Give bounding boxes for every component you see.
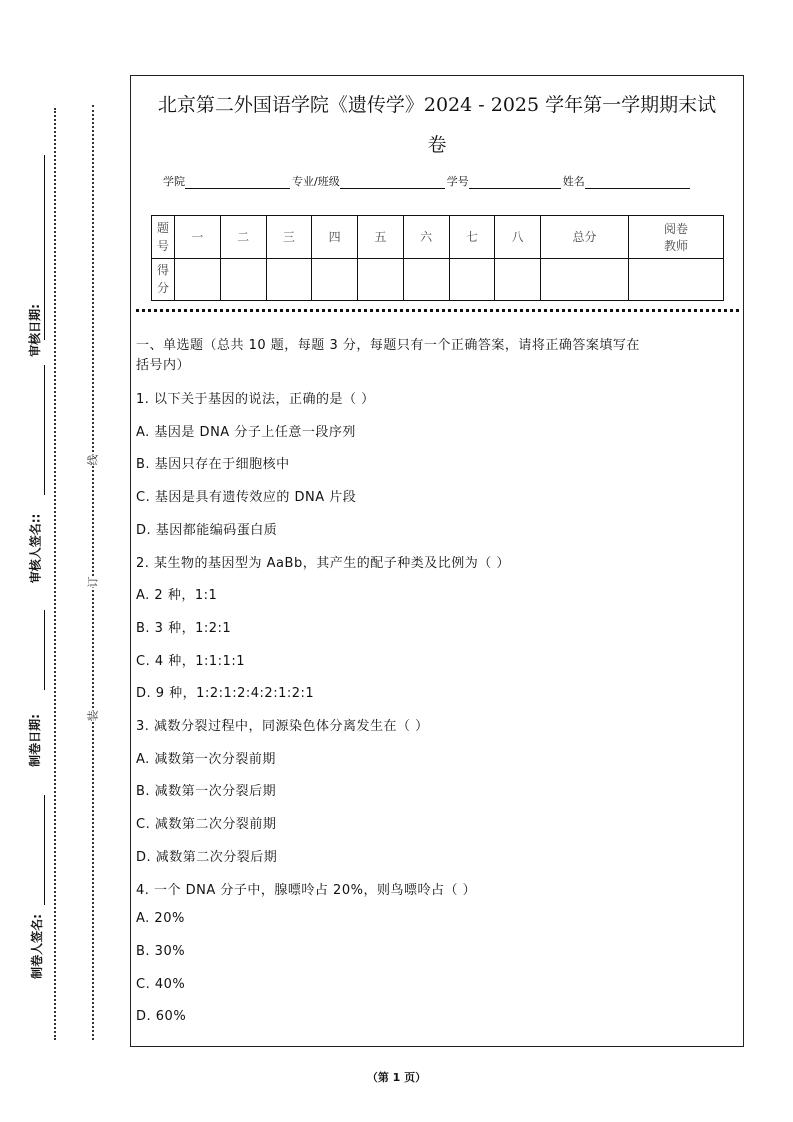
col-3: 三	[266, 216, 312, 259]
score-header-row	[152, 216, 724, 259]
question-option: A. 基因是 DNA 分子上任意一段序列	[136, 424, 356, 440]
field-college-blank[interactable]	[185, 175, 290, 189]
question-option: C. 40%	[136, 976, 186, 992]
question-stem: 4. 一个 DNA 分子中，腺嘌呤占 20%，则鸟嘌呤占（ ）	[136, 882, 477, 898]
make-date-label: 制卷日期:	[27, 714, 42, 767]
dotted-separator	[136, 309, 739, 312]
question-option: B. 3 种，1:2:1	[136, 620, 232, 636]
field-id-blank[interactable]	[469, 175, 561, 189]
question-option: D. 9 种，1:2:1:2:4:2:1:2:1	[136, 686, 315, 702]
maker-sign-line	[44, 795, 45, 905]
question-option: D. 基因都能编码蛋白质	[136, 522, 278, 538]
score-cell	[629, 258, 724, 301]
col-total: 总分	[541, 216, 629, 259]
row-label-score: 得 分	[152, 258, 175, 301]
exam-title-cont: 卷	[427, 134, 447, 156]
col-2: 二	[220, 216, 266, 259]
col-7: 七	[449, 216, 495, 259]
section-heading-cont: 括号内）	[136, 358, 191, 373]
question-option: B. 30%	[136, 943, 186, 959]
score-cell	[312, 258, 358, 301]
review-date-line	[44, 155, 45, 340]
score-value-row	[152, 258, 724, 301]
student-info	[163, 173, 692, 189]
question-option: D. 减数第二次分裂后期	[136, 849, 278, 865]
col-8: 八	[495, 216, 541, 259]
col-5: 五	[358, 216, 404, 259]
field-id-label: 学号	[446, 175, 469, 188]
question-option: A. 减数第一次分裂前期	[136, 751, 276, 767]
question-stem: 1. 以下关于基因的说法，正确的是（ ）	[136, 392, 375, 407]
page-number: （第 1 页）	[366, 1071, 427, 1084]
score-cell	[495, 258, 541, 301]
col-4: 四	[312, 216, 358, 259]
question-stem: 3. 减数分裂过程中，同源染色体分离发生在（ ）	[136, 719, 429, 734]
question-option: A. 20%	[136, 911, 185, 927]
question-option: B. 减数第一次分裂后期	[136, 784, 277, 800]
field-major-blank[interactable]	[340, 175, 445, 189]
question-option: B. 基因只存在于细胞核中	[136, 457, 290, 473]
question-option: C. 4 种，1:1:1:1	[136, 653, 245, 669]
question-stem: 2. 某生物的基因型为 AaBb，其产生的配子种类及比例为（ ）	[136, 555, 510, 571]
cut-line-outer	[54, 108, 56, 1040]
col-1: 一	[175, 216, 221, 259]
bind-mark-install: 装	[86, 710, 100, 722]
section-heading: 一、单选题（总共 10 题，每题 3 分，每题只有一个正确答案，请将正确答案填写在	[136, 338, 640, 353]
reviewer-sign-label: 审核人签名::	[28, 513, 43, 584]
score-cell	[403, 258, 449, 301]
cut-line-inner	[92, 105, 94, 1040]
field-college-label: 学院	[163, 175, 185, 188]
score-cell	[175, 258, 221, 301]
reviewer-sign-line	[44, 365, 45, 495]
row-label-question: 题 号	[152, 216, 175, 259]
field-name-label: 姓名	[562, 175, 585, 188]
question-option: C. 减数第二次分裂前期	[136, 817, 277, 833]
score-cell	[541, 258, 629, 301]
bind-mark-line: 线	[86, 454, 100, 466]
col-6: 六	[403, 216, 449, 259]
score-cell	[266, 258, 312, 301]
exam-title: 北京第二外国语学院《遗传学》2024 - 2025 学年第一学期期末试	[157, 94, 717, 116]
make-date-line	[44, 610, 45, 690]
field-name-blank[interactable]	[585, 175, 690, 189]
question-option: A. 2 种，1:1	[136, 588, 218, 604]
score-cell	[220, 258, 266, 301]
question-option: C. 基因是具有遗传效应的 DNA 片段	[136, 490, 357, 506]
field-major-label: 专业/班级	[292, 175, 340, 188]
col-reviewer: 阅卷 教师	[629, 216, 724, 259]
review-date-label: 审核日期:	[27, 304, 42, 357]
question-option: D. 60%	[136, 1009, 187, 1025]
score-cell	[449, 258, 495, 301]
bind-mark-staple: 订	[86, 576, 100, 588]
score-table	[151, 215, 724, 301]
maker-sign-label: 制卷人签名:	[29, 914, 44, 979]
score-cell	[358, 258, 404, 301]
